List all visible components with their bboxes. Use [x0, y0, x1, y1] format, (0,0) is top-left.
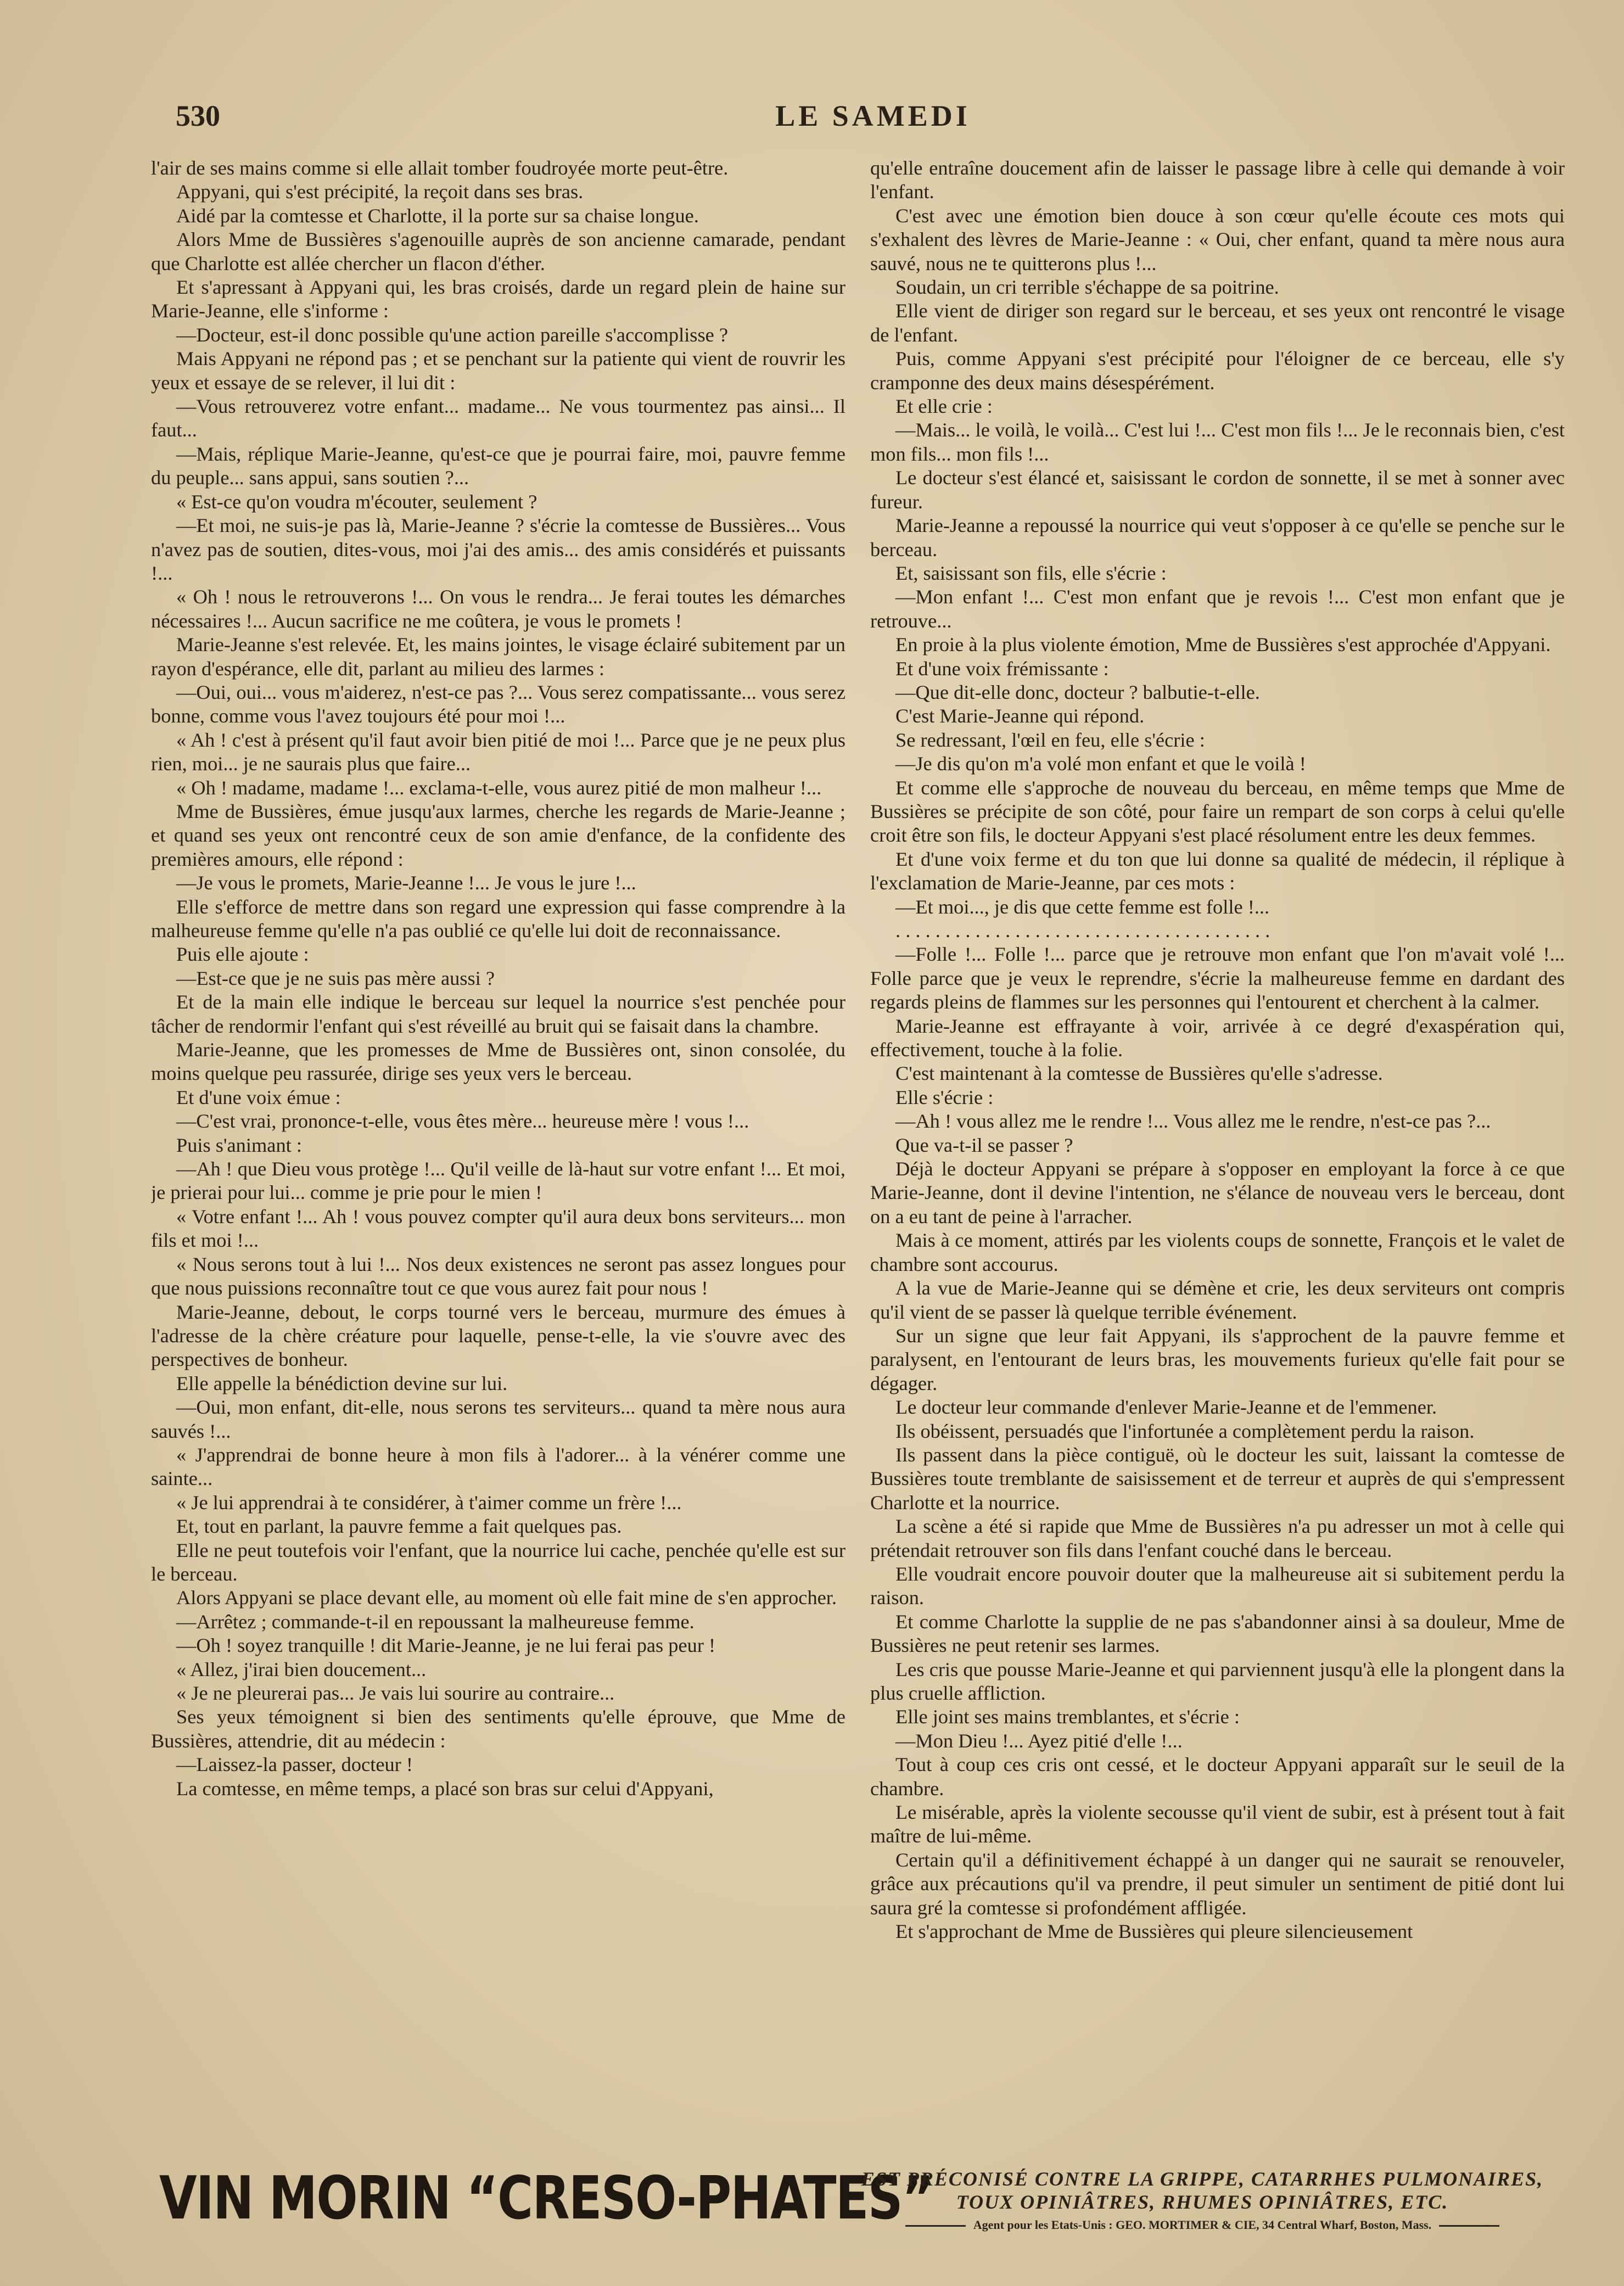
paragraph: Et d'une voix ferme et du ton que lui donne sa qualité de médecin, il réplique à l'exclamation de Marie-Jeanne, par ces mots : — [870, 848, 1565, 894]
paragraph: Elle voudrait encore pouvoir douter que la malheureuse ait si subitement perdu la raison. — [870, 1562, 1565, 1609]
paragraph: En proie à la plus violente émotion, Mme de Bussières s'est approchée d'Appyani. — [895, 634, 1551, 656]
paragraph: Le misérable, après la violente secousse qu'il vient de subir, est à présent tout à fait maître de lui-même. — [870, 1801, 1565, 1847]
paragraph: Et s'apressant à Appyani qui, les bras croisés, darde un regard plein de haine sur Marie-Jeanne, elle s'informe : — [151, 276, 845, 322]
paragraph: —Mon Dieu !... Ayez pitié d'elle !... — [895, 1729, 1183, 1752]
paragraph: —Est-ce que je ne suis pas mère aussi ? — [176, 967, 495, 989]
paragraph: Marie-Jeanne, debout, le corps tourné vers le berceau, murmure des émues à l'adresse de la chère créature pour laquelle, pense-t-elle, la vie s'ouvre avec des perspectives de bonheur. — [151, 1301, 845, 1371]
paragraph: A la vue de Marie-Jeanne qui se démène et crie, les deux serviteurs ont compris qu'il vient de se passer là quelque terrible événement. — [870, 1277, 1565, 1323]
paragraph: —Vous retrouverez votre enfant... madame... Ne vous tourmentez pas ainsi... Il faut... — [151, 395, 845, 441]
paragraph: —Et moi..., je dis que cette femme est folle !... — [895, 895, 1270, 918]
paragraph: Marie-Jeanne a repoussé la nourrice qui veut s'opposer à ce qu'elle se penche sur le berceau. — [870, 514, 1565, 561]
paragraph: Et, saisissant son fils, elle s'écrie : — [895, 562, 1167, 584]
paragraph: —Je vous le promets, Marie-Jeanne !... Je vous le jure !... — [176, 872, 636, 894]
paragraph: Marie-Jeanne, que les promesses de Mme de Bussières ont, sinon consolée, du moins quelque peu rassurée, dirige ses yeux vers le berceau. — [151, 1039, 845, 1085]
paragraph: Le docteur leur commande d'enlever Marie-Jeanne et de l'emmener. — [895, 1396, 1437, 1419]
right-column — [870, 156, 1565, 2149]
paragraph: —Ah ! vous allez me le rendre !... Vous allez me le rendre, n'est-ce pas ?... — [895, 1110, 1491, 1133]
paragraph: —Folle !... Folle !... parce que je retrouve mon enfant que l'on m'avait volé !... Folle parce que je veux le reprendre, s'écrie la malheureuse femme en dardant des regards pleins de flammes sur les personnes qui l'entourent et cherchent à la calmer. — [870, 943, 1565, 1013]
paragraph: C'est avec une émotion bien douce à son cœur qu'elle écoute ces mots qui s'exhalent des lèvres de Marie-Jeanne : « Oui, cher enfant, quand ta mère nous aura sauvé, nous ne te quitterons plus !... — [870, 204, 1565, 274]
paragraph: Marie-Jeanne est effrayante à voir, arrivée à ce degré d'exaspération qui, effectivement, touche à la folie. — [870, 1015, 1565, 1061]
paragraph: Et s'approchant de Mme de Bussières qui pleure silencieusement — [895, 1920, 1413, 1943]
paragraph: Elle vient de diriger son regard sur le berceau, et ses yeux ont rencontré le visage de l'enfant. — [870, 300, 1565, 346]
paragraph: —Que dit-elle donc, docteur ? balbutie-t-elle. — [895, 681, 1260, 703]
ad-brand-name: VIN MORIN “CRESO-PHATES” — [159, 2164, 933, 2233]
paragraph: « Je ne pleurerai pas... Je vais lui sourire au contraire... — [176, 1682, 615, 1704]
paragraph: Déjà le docteur Appyani se prépare à s'opposer en employant la force à ce que Marie-Jeanne, dont il devine l'intention, ne s'élance de nouveau vers le berceau, dont on a eu tant de peine à l'arracher. — [870, 1158, 1565, 1228]
paragraph: Et comme elle s'approche de nouveau du berceau, en même temps que Mme de Bussières se précipite de son côté, pour faire un rempart de son corps à celui qu'elle croit être son fils, le docteur Appyani s'est placé résolument entre les deux femmes. — [870, 776, 1565, 847]
ad-rule-left — [905, 2225, 966, 2227]
paragraph: Puis s'animant : — [176, 1134, 302, 1156]
paragraph: Que va-t-il se passer ? — [895, 1134, 1073, 1156]
paragraph: —Oui, mon enfant, dit-elle, nous serons tes serviteurs... quand ta mère nous aura sauvés !... — [151, 1396, 845, 1442]
paragraph: —Oui, oui... vous m'aiderez, n'est-ce pas ?... Vous serez compatissante... vous serez bonne, comme vous l'avez toujours été pour moi !... — [151, 681, 845, 727]
paragraph: Mais à ce moment, attirés par les violents coups de sonnette, François et le valet de chambre sont accourus. — [870, 1229, 1565, 1275]
ad-slogan-line-1: EST PRÉCONISÉ CONTRE LA GRIPPE, CATARRHES PULMONAIRES, — [861, 2168, 1544, 2190]
paragraph: —Et moi, ne suis-je pas là, Marie-Jeanne ? s'écrie la comtesse de Bussières... Vous n'avez pas de soutien, dites-vous, moi j'ai des amis... des amis considérés et puissants !... — [151, 514, 845, 584]
ad-slogan — [840, 2167, 1565, 2214]
ad-slogan-line-2: TOUX OPINIÂTRES, RHUMES OPINIÂTRES, ETC. — [956, 2191, 1449, 2213]
paragraph: Le docteur s'est élancé et, saisissant le cordon de sonnette, il se met à sonner avec fureur. — [870, 467, 1565, 513]
paragraph: —C'est vrai, prononce-t-elle, vous êtes mère... heureuse mère ! vous !... — [176, 1110, 749, 1133]
paragraph: —Oh ! soyez tranquille ! dit Marie-Jeanne, je ne lui ferai pas peur ! — [176, 1634, 716, 1657]
paragraph: —Mais... le voilà, le voilà... C'est lui !... C'est mon fils !... Je le reconnais bien, c'est mon fils... mon fils !... — [870, 419, 1565, 465]
paragraph: Puis, comme Appyani s'est précipité pour l'éloigner de ce berceau, elle s'y cramponne des deux mains désespérément. — [870, 348, 1565, 394]
paragraph: Alors Appyani se place devant elle, au moment où elle fait mine de s'en approcher. — [176, 1587, 837, 1609]
paragraph: Et comme Charlotte la supplie de ne pas s'abandonner ainsi à sa douleur, Mme de Bussières ne peut retenir ses larmes. — [870, 1610, 1565, 1657]
paragraph: Et d'une voix émue : — [176, 1086, 341, 1108]
paragraph: Marie-Jeanne s'est relevée. Et, les mains jointes, le visage éclairé subitement par un rayon d'espérance, elle dit, parlant au milieu des larmes : — [151, 634, 845, 680]
paragraph: C'est Marie-Jeanne qui répond. — [895, 705, 1145, 727]
paragraph: « Est-ce qu'on voudra m'écouter, seulement ? — [176, 490, 537, 513]
paragraph: Elle s'écrie : — [895, 1086, 994, 1108]
paragraph: Les cris que pousse Marie-Jeanne et qui parviennent jusqu'à elle la plongent dans la plus cruelle affliction. — [870, 1658, 1565, 1704]
paragraph: Ils passent dans la pièce contiguë, où le docteur les suit, laissant la comtesse de Bussières toute tremblante de saisissement et de terreur et auprès de qui s'empressent Charlotte et la nourrice. — [870, 1443, 1565, 1514]
page-number: 530 — [176, 99, 220, 132]
paragraph: « Je lui apprendrai à te considérer, à t'aimer comme un frère !... — [176, 1491, 682, 1514]
paragraph: Tout à coup ces cris ont cessé, et le docteur Appyani apparaît sur le seuil de la chambre. — [870, 1753, 1565, 1800]
paragraph: La comtesse, en même temps, a placé son bras sur celui d'Appyani, — [176, 1777, 714, 1800]
paragraph: —Ah ! que Dieu vous protège !... Qu'il veille de là-haut sur votre enfant !... Et moi, je prierai pour lui... comme je prie pour le mien ! — [151, 1158, 845, 1204]
paragraph: Et d'une voix frémissante : — [895, 657, 1109, 680]
left-column — [151, 156, 845, 2149]
paragraph: Elle joint ses mains tremblantes, et s'écrie : — [895, 1706, 1240, 1728]
paragraph: « Nous serons tout à lui !... Nos deux existences ne seront pas assez longues pour que nous puissions reconnaître tout ce que vous aurez fait pour nous ! — [151, 1253, 845, 1299]
paragraph: Et, tout en parlant, la pauvre femme a fait quelques pas. — [176, 1515, 622, 1538]
paragraph: Aidé par la comtesse et Charlotte, il la porte sur sa chaise longue. — [176, 204, 699, 227]
paragraph: Puis elle ajoute : — [176, 943, 309, 966]
paragraph: C'est maintenant à la comtesse de Bussières qu'elle s'adresse. — [895, 1062, 1383, 1085]
paragraph: Soudain, un cri terrible s'échappe de sa poitrine. — [895, 276, 1279, 299]
paragraph: qu'elle entraîne doucement afin de laisser le passage libre à celle qui demande à voir l'enfant. — [870, 157, 1565, 203]
paragraph: Mme de Bussières, émue jusqu'aux larmes, cherche les regards de Marie-Jeanne ; et quand ses yeux ont rencontré ceux de son amie d'enfance, de la confidente des premières amours, elle répond : — [151, 800, 845, 870]
paragraph: —Arrêtez ; commande-t-il en repoussant la malheureuse femme. — [176, 1610, 695, 1633]
paragraph: Elle appelle la bénédiction devine sur lui. — [176, 1372, 508, 1394]
paragraph: Ils obéissent, persuadés que l'infortunée a complètement perdu la raison. — [895, 1420, 1475, 1442]
paragraph: « Oh ! nous le retrouverons !... On vous le rendra... Je ferai toutes les démarches nécessaires !... Aucun sacrifice ne me coûtera, je vous le promets ! — [151, 586, 845, 632]
paragraph: Sur un signe que leur fait Appyani, ils s'approchent de la pauvre femme et paralysent, en l'entourant de leurs bras, les mouvements furieux qu'elle fait pour se dégager. — [870, 1324, 1565, 1394]
paragraph: « J'apprendrai de bonne heure à mon fils à l'adorer... à la vénérer comme une sainte... — [151, 1443, 845, 1490]
paragraph: Et elle crie : — [895, 395, 993, 418]
paragraph: Certain qu'il a définitivement échappé à un danger qui ne saurait se renouveler, grâce aux précautions qu'il va prendre, il peut simuler un sentiment de pitié dont lui saura gré la comtesse si profondément affligée. — [870, 1848, 1565, 1919]
paragraph: l'air de ses mains comme si elle allait tomber foudroyée morte peut-être. — [151, 157, 729, 179]
paragraph: « Votre enfant !... Ah ! vous pouvez compter qu'il aura deux bons serviteurs... mon fils et moi !... — [151, 1205, 845, 1252]
paragraph: —Je dis qu'on m'a volé mon enfant et que le voilà ! — [895, 753, 1306, 775]
paragraph: « Oh ! madame, madame !... exclama-t-elle, vous aurez pitié de mon malheur !... — [176, 776, 822, 799]
paragraph: « Ah ! c'est à présent qu'il faut avoir bien pitié de moi !... Parce que je ne peux plus rien, moi... je ne saurais plus que faire... — [151, 729, 845, 775]
article-body — [151, 156, 1576, 2149]
advertisement — [159, 2158, 1576, 2262]
paragraph: —Docteur, est-il donc possible qu'une action pareille s'accomplisse ? — [176, 323, 729, 346]
paragraph: La scène a été si rapide que Mme de Bussières n'a pu adresser un mot à celle qui prétendait retrouver son fils dans l'enfant couché dans le berceau. — [870, 1515, 1565, 1561]
running-title: LE SAMEDI — [775, 99, 971, 132]
paragraph: —Mais, réplique Marie-Jeanne, qu'est-ce que je pourrai faire, moi, pauvre femme du peuple... sans appui, sans soutien ?... — [151, 442, 845, 489]
ad-agent-text: Agent pour les Etats-Unis : GEO. MORTIMER & CIE, 34 Central Wharf, Boston, Mass. — [973, 2218, 1432, 2232]
paragraph: Mais Appyani ne répond pas ; et se penchant sur la patiente qui vient de rouvrir les yeux et essaye de se relever, il lui dit : — [151, 348, 845, 394]
paragraph: Se redressant, l'œil en feu, elle s'écrie : — [895, 729, 1205, 751]
paragraph: Appyani, qui s'est précipité, la reçoit dans ses bras. — [176, 181, 584, 203]
paragraph: Alors Mme de Bussières s'agenouille auprès de son ancienne camarade, pendant que Charlotte est allée chercher un flacon d'éther. — [151, 228, 845, 274]
paragraph: . . . . . . . . . . . . . . . . . . . . . . . . . . . . . . . . . . . . . . — [895, 920, 1270, 942]
ad-agent-line — [840, 2217, 1565, 2233]
paragraph: Elle ne peut toutefois voir l'enfant, que la nourrice lui cache, penchée qu'elle est sur le berceau. — [151, 1539, 845, 1585]
paragraph: —Laissez-la passer, docteur ! — [176, 1753, 413, 1776]
paragraph: Elle s'efforce de mettre dans son regard une expression qui fasse comprendre à la malheureuse femme qu'elle n'a pas oublié ce qu'elle lui doit de reconnaissance. — [151, 895, 845, 942]
ad-rule-right — [1439, 2225, 1499, 2227]
paragraph: —Mon enfant !... C'est mon enfant que je revois !... C'est mon enfant que je retrouve... — [870, 586, 1565, 632]
paragraph: Et de la main elle indique le berceau sur lequel la nourrice s'est penchée pour tâcher de rendormir l'enfant qui s'est réveillé au bruit qui se faisait dans la chambre. — [151, 991, 845, 1037]
page-header — [176, 99, 1570, 148]
paragraph: Ses yeux témoignent si bien des sentiments qu'elle éprouve, que Mme de Bussières, attendrie, dit au médecin : — [151, 1706, 845, 1752]
paragraph: « Allez, j'irai bien doucement... — [176, 1658, 427, 1680]
